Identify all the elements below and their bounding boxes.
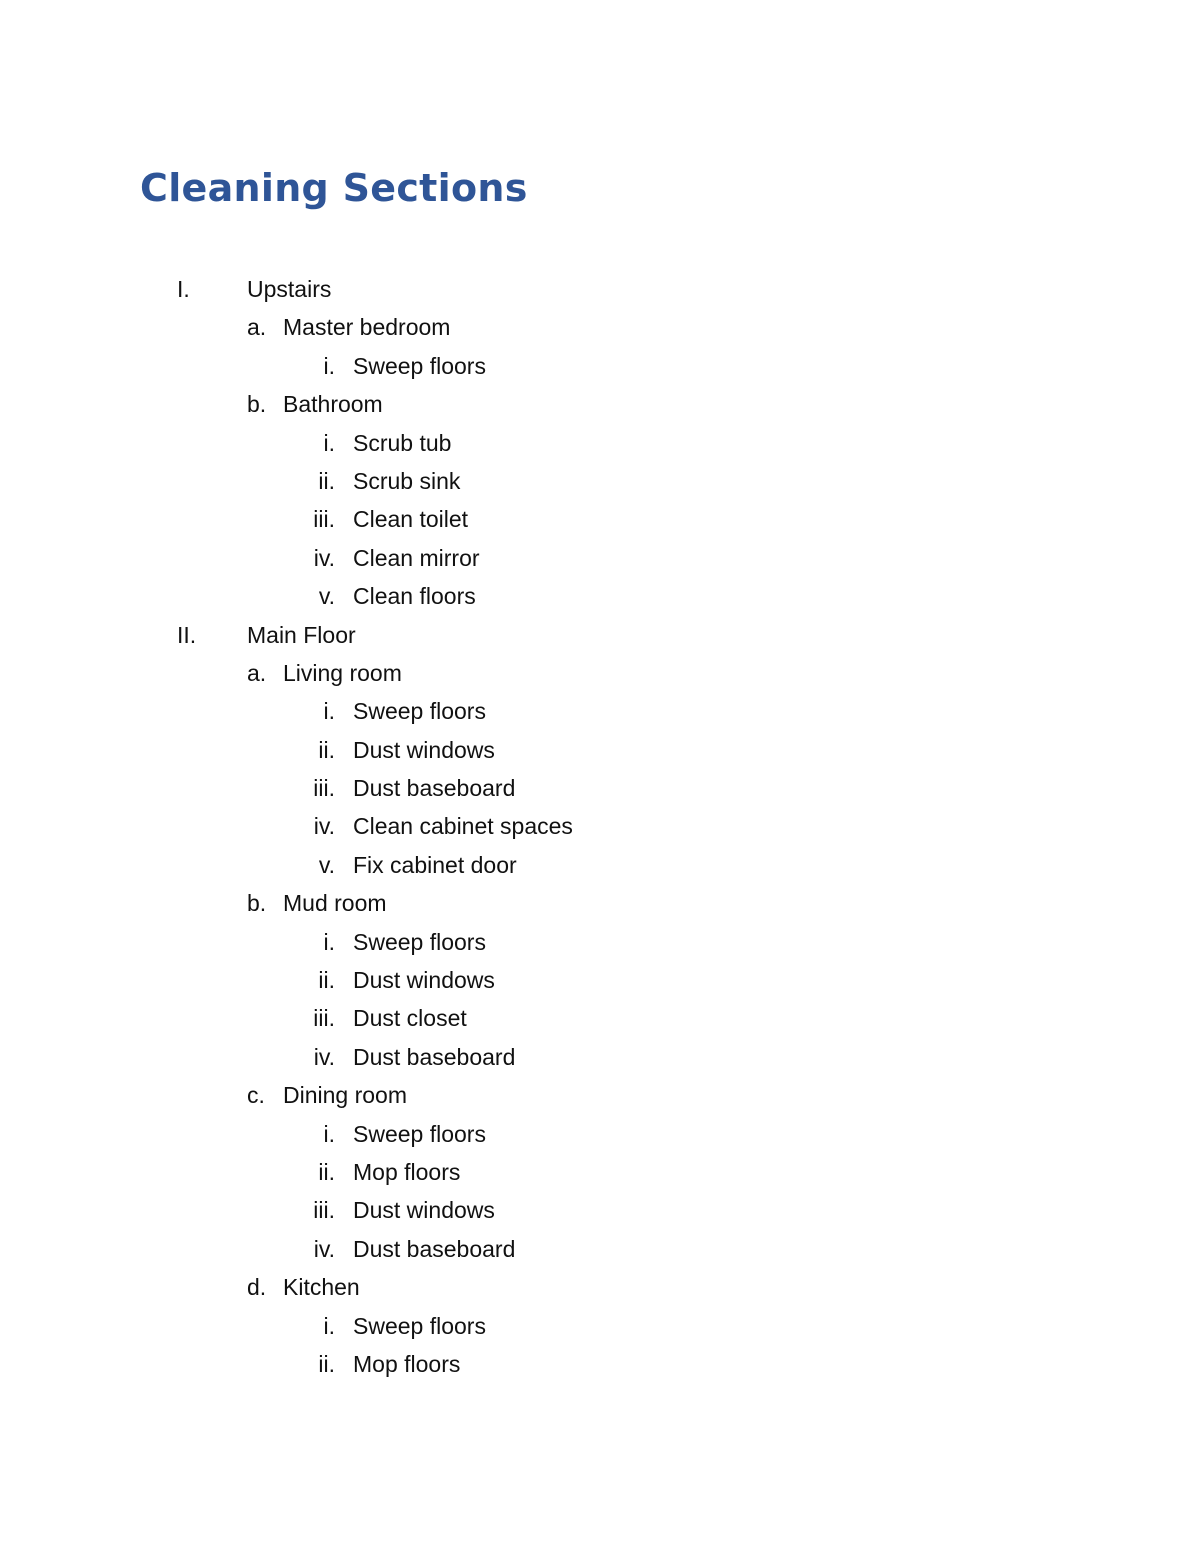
outline-room [0, 1076, 1200, 1114]
list-marker: ii. [318, 467, 335, 494]
outline-task [0, 1307, 1200, 1345]
list-item-text: Fix cabinet door [353, 851, 517, 878]
list-item-text: Mud room [283, 890, 387, 917]
list-item-text: Mop floors [353, 1158, 461, 1185]
list-item-text: Sweep floors [353, 698, 486, 725]
list-item-text: Dust windows [353, 967, 495, 994]
outline-section [0, 270, 1200, 308]
outline-task [0, 539, 1200, 577]
list-item-text: Dust windows [353, 1197, 495, 1224]
list-item-text: Clean floors [353, 583, 476, 610]
list-item-text: Mop floors [353, 1350, 461, 1377]
list-marker: iv. [313, 1043, 335, 1070]
list-item-text: Scrub tub [353, 429, 452, 456]
list-marker: i. [323, 928, 335, 955]
outline-task [0, 577, 1200, 615]
list-marker: II. [177, 621, 197, 648]
list-marker: i. [323, 1120, 335, 1147]
list-item-text: Bathroom [283, 391, 383, 418]
list-marker: v. [318, 851, 335, 878]
list-item-text: Sweep floors [353, 1120, 486, 1147]
list-marker: ii. [318, 967, 335, 994]
list-marker: a. [247, 659, 267, 686]
list-item-text: Dust baseboard [353, 1043, 516, 1070]
list-item-text: Dust baseboard [353, 775, 516, 802]
list-marker: iii. [313, 506, 335, 533]
list-marker: i. [323, 1312, 335, 1339]
list-item-text: Kitchen [283, 1274, 360, 1301]
outline-task [0, 731, 1200, 769]
outline-task [0, 846, 1200, 884]
list-marker: ii. [318, 1350, 335, 1377]
list-marker: i. [323, 352, 335, 379]
outline-task [0, 807, 1200, 845]
outline-room [0, 1268, 1200, 1306]
outline-room [0, 308, 1200, 346]
list-item-text: Clean cabinet spaces [353, 813, 573, 840]
outline-task [0, 961, 1200, 999]
outline-task [0, 1345, 1200, 1383]
outline-task [0, 923, 1200, 961]
outline-task [0, 1191, 1200, 1229]
list-item-text: Clean mirror [353, 544, 480, 571]
list-marker: iii. [313, 775, 335, 802]
list-marker: b. [247, 890, 267, 917]
list-item-text: Sweep floors [353, 352, 486, 379]
outline-task [0, 424, 1200, 462]
outline-task [0, 999, 1200, 1037]
list-marker: i. [323, 698, 335, 725]
outline-room [0, 654, 1200, 692]
outline-task [0, 462, 1200, 500]
list-item-text: Main Floor [247, 621, 356, 648]
list-marker: iv. [313, 1235, 335, 1262]
list-item-text: Sweep floors [353, 1312, 486, 1339]
list-marker: iii. [313, 1005, 335, 1032]
list-marker: iv. [313, 544, 335, 571]
list-item-text: Dust baseboard [353, 1235, 516, 1262]
outline-room [0, 385, 1200, 423]
list-marker: c. [247, 1082, 265, 1109]
list-marker: b. [247, 391, 267, 418]
list-marker: v. [318, 583, 335, 610]
list-marker: iii. [313, 1197, 335, 1224]
list-marker: iv. [313, 813, 335, 840]
outline-task [0, 1038, 1200, 1076]
list-item-text: Upstairs [247, 276, 332, 302]
list-item-text: Master bedroom [283, 314, 451, 341]
outline-task [0, 1230, 1200, 1268]
list-item-text: Clean toilet [353, 506, 469, 533]
list-item-text: Sweep floors [353, 928, 486, 955]
list-marker: I. [177, 276, 190, 302]
outline-task [0, 1115, 1200, 1153]
outline-task [0, 1153, 1200, 1191]
outline-task [0, 347, 1200, 385]
outline-task [0, 769, 1200, 807]
list-marker: a. [247, 314, 267, 341]
list-item-text: Dust closet [353, 1005, 467, 1032]
outline-task [0, 692, 1200, 730]
list-marker: ii. [318, 1158, 335, 1185]
list-item-text: Dust windows [353, 736, 495, 763]
list-item-text: Living room [283, 659, 402, 686]
list-item-text: Dining room [283, 1082, 407, 1109]
outline-room [0, 884, 1200, 922]
list-marker: d. [247, 1274, 267, 1301]
cleaning-outline-list [0, 270, 1200, 1383]
list-marker: i. [323, 429, 335, 456]
outline-task [0, 500, 1200, 538]
outline-section [0, 616, 1200, 654]
document-title: Cleaning Sections [140, 166, 528, 210]
list-item-text: Scrub sink [353, 467, 461, 494]
list-marker: ii. [318, 736, 335, 763]
